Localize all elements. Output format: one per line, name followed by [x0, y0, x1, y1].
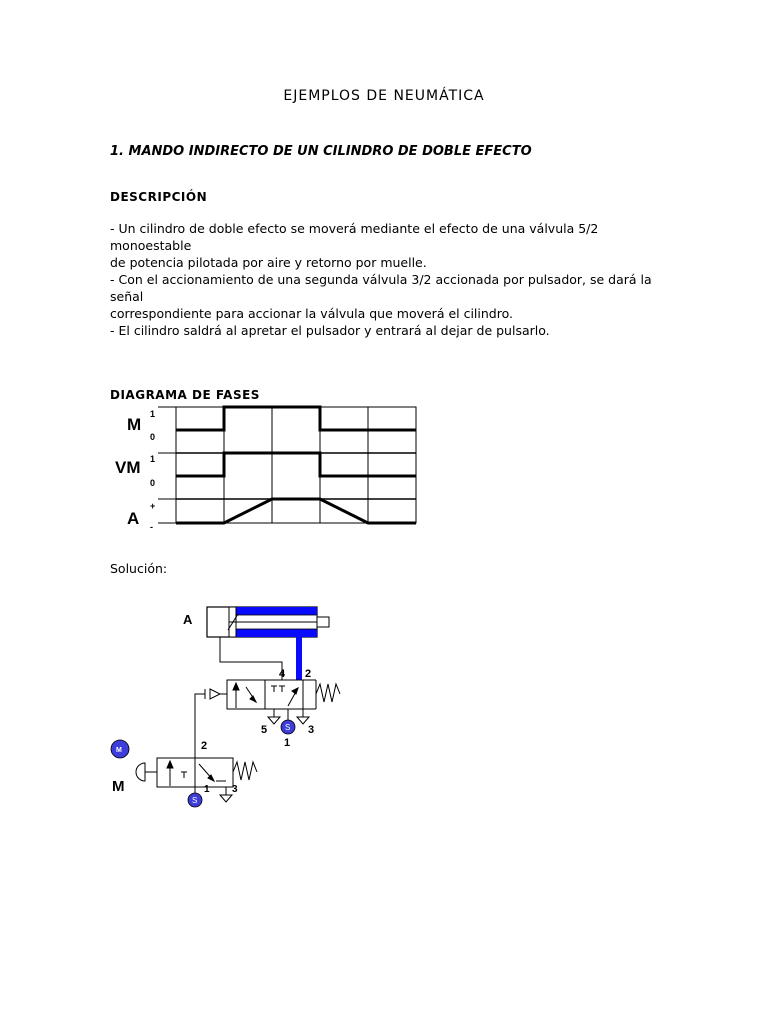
description-heading: DESCRIPCIÓN	[110, 190, 208, 204]
pushbutton-label: M	[112, 778, 125, 795]
port-3-pilot-label: 3	[232, 784, 238, 795]
level-high-vm: 1	[150, 454, 156, 464]
row-label-vm: VM	[115, 458, 141, 477]
paragraph-line: de potencia pilotada por aire y retorno por muelle.	[110, 255, 427, 270]
paragraph-line: - Un cilindro de doble efecto se moverá mediante el efecto de una válvula 5/2 monoestable	[110, 221, 599, 253]
level-low-vm: 0	[150, 478, 156, 488]
port-3-main-label: 3	[308, 724, 315, 736]
line-port-4	[220, 637, 282, 680]
line-port-2	[296, 637, 302, 681]
level-high-m: 1	[150, 409, 156, 419]
valve-3-2	[136, 758, 257, 787]
solution-label: Solución:	[110, 561, 168, 576]
pressure-source-pilot-label: S	[192, 796, 198, 805]
level-high-a: +	[150, 501, 156, 511]
row-label-a: A	[127, 509, 140, 528]
paragraph-line: - El cilindro saldrá al apretar el pulsador y entrará al dejar de pulsarlo.	[110, 323, 550, 338]
cylinder-label: A	[183, 612, 193, 627]
port-5-label: 5	[261, 724, 268, 736]
double-acting-cylinder	[183, 607, 329, 637]
paragraph-line: correspondiente para accionar la válvula que moverá el cilindro.	[110, 306, 514, 321]
valve-5-2	[205, 680, 340, 709]
phase-diagram-heading: DIAGRAMA DE FASES	[110, 388, 260, 402]
port-2-main-label: 2	[305, 668, 312, 680]
pushbutton-badge-label: M	[116, 747, 122, 754]
pressure-source-main-label: S	[285, 723, 291, 732]
level-low-m: 0	[150, 432, 156, 442]
port-2-pilot-label: 2	[201, 740, 208, 752]
section-title: 1. MANDO INDIRECTO DE UN CILINDRO DE DOBLE EFECTO	[110, 144, 532, 159]
page-title: EJEMPLOS DE NEUMÁTICA	[283, 88, 485, 104]
port-1-main-label: 1	[284, 737, 291, 749]
row-label-m: M	[127, 415, 142, 434]
port-1-pilot-label: 1	[204, 784, 210, 795]
level-low-a: -	[150, 522, 153, 532]
paragraph-line: - Con el accionamiento de una segunda válvula 3/2 accionada por pulsador, se dará la señal	[110, 272, 652, 304]
port-4-label: 4	[279, 668, 286, 680]
